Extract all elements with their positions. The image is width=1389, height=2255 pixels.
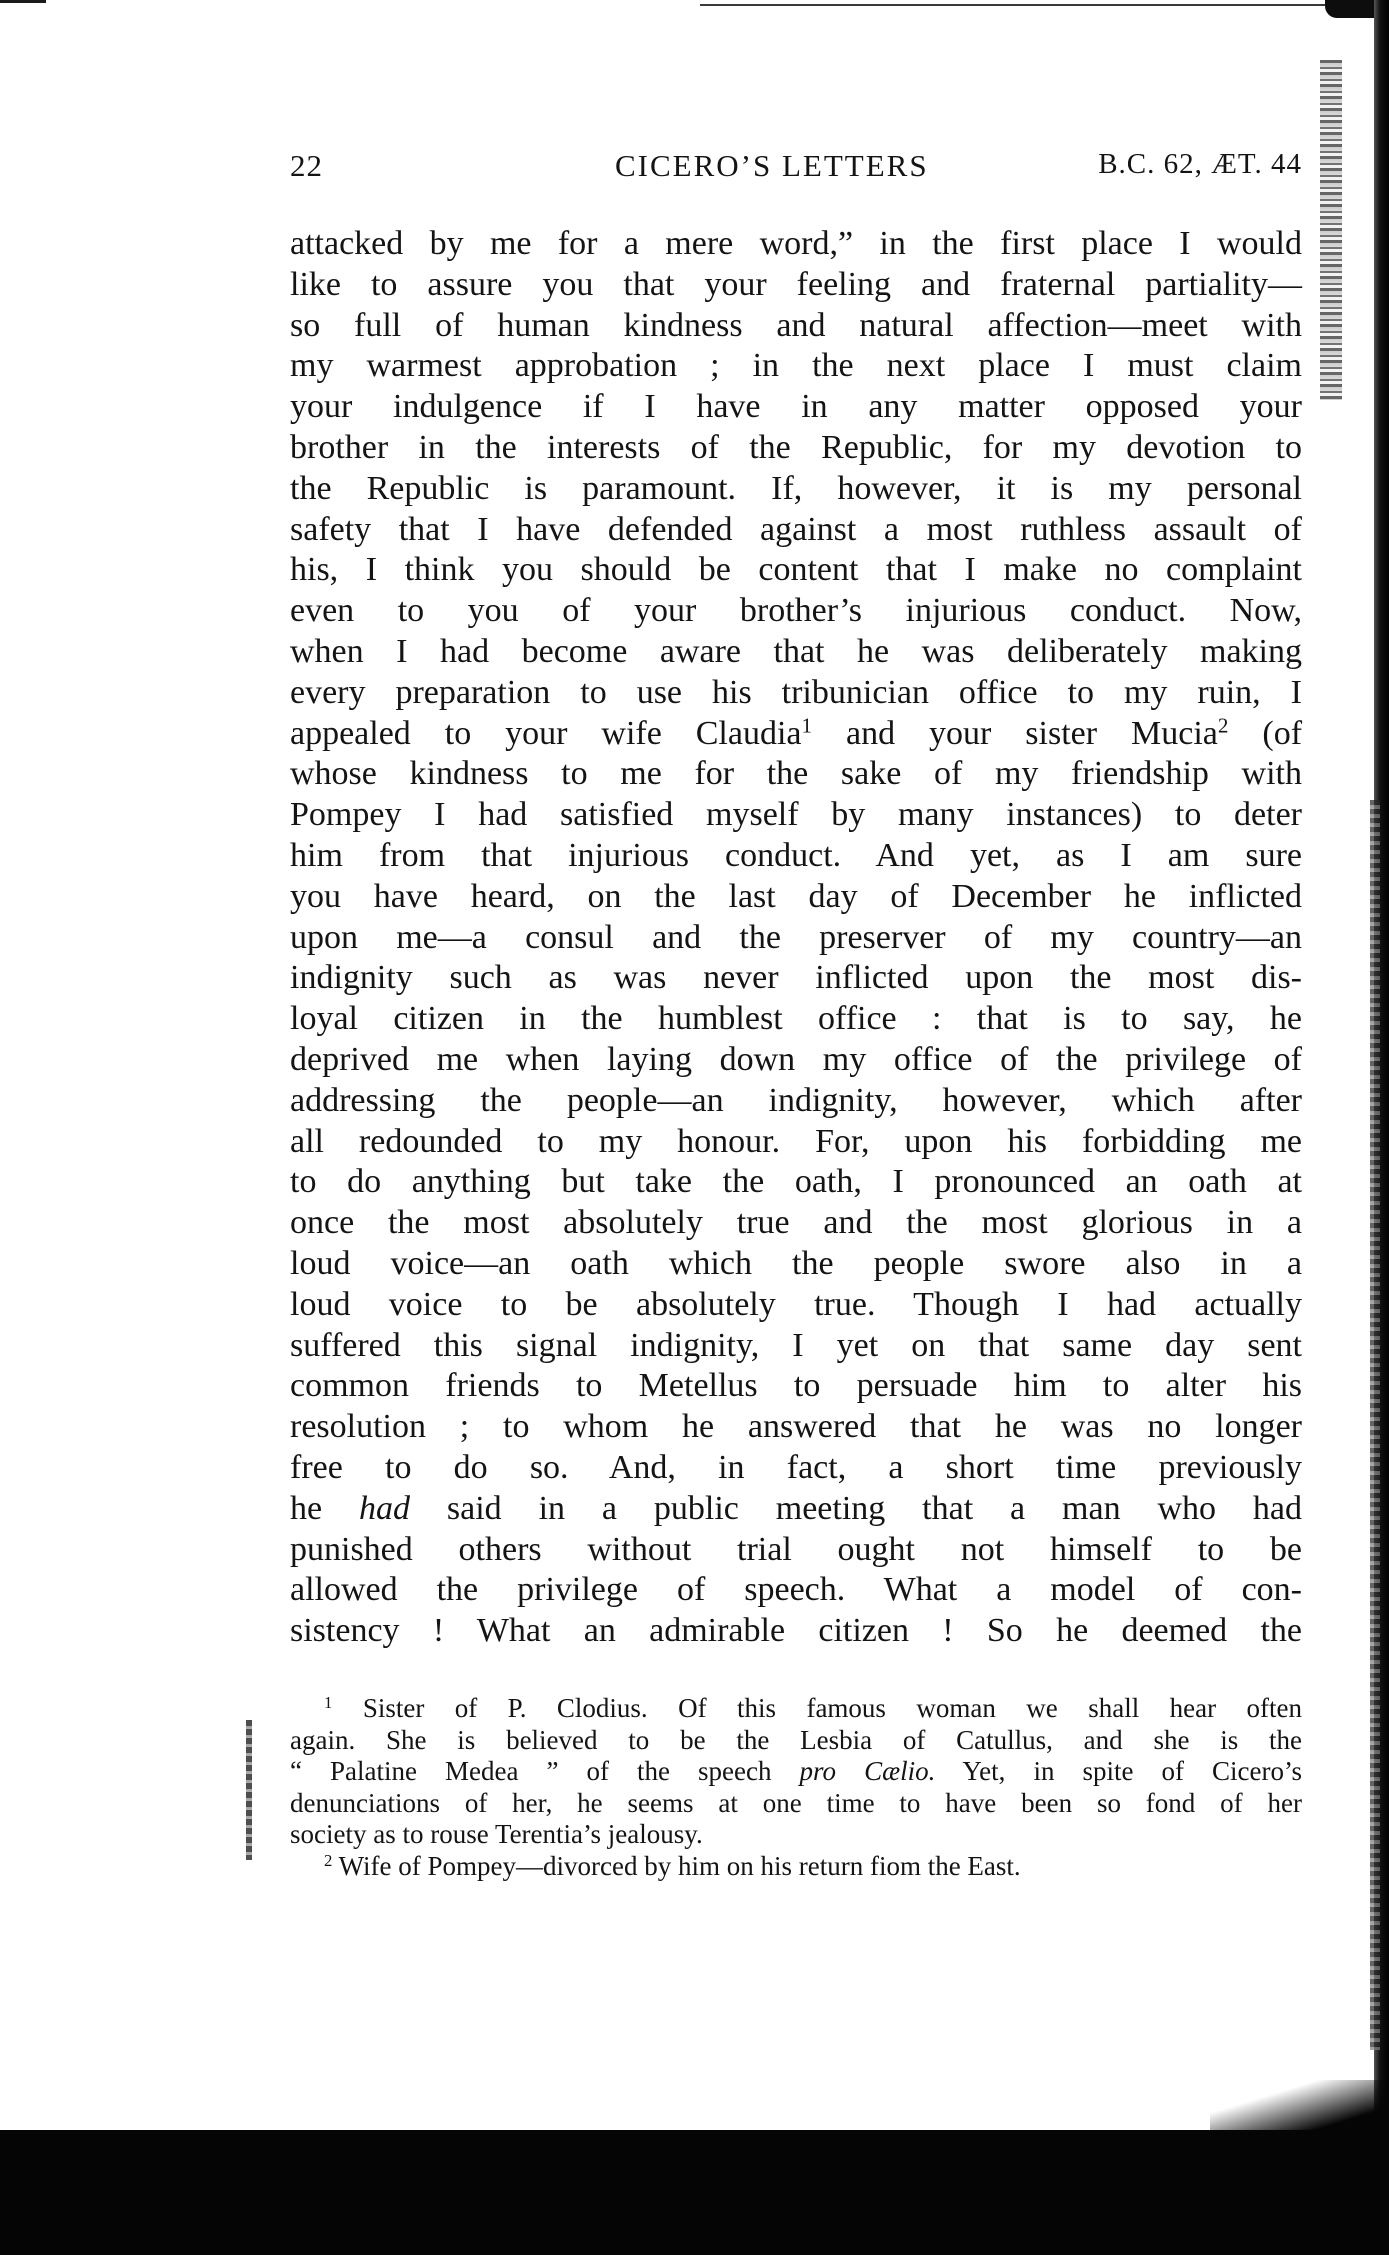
body-line: even to you of your brother’s injurious conduct. Now, <box>290 592 1302 630</box>
footnote-text: Sister of P. Clodius. Of this famous woman we shall hear often <box>362 1693 1302 1723</box>
body-line: all redounded to my honour. For, upon his forbidding me <box>290 1122 1302 1160</box>
body-line: suffered this signal indignity, I yet on that same day sent <box>290 1326 1302 1364</box>
body-line: upon me—a consul and the preserver of my country—an <box>290 918 1302 956</box>
footnote-text: “ Palatine Medea ” of the speech <box>290 1756 772 1786</box>
binding-marks <box>1320 60 1342 400</box>
running-title: CICERO’S LETTERS <box>615 148 929 183</box>
body-line: the Republic is paramount. If, however, it is my personal <box>290 469 1302 507</box>
body-text-segment: said in a public meeting that a man who had <box>446 1489 1303 1527</box>
binding-marks-lower <box>1370 800 1380 2050</box>
body-line: sistency ! What an admirable citizen ! So he deemed the <box>290 1612 1302 1650</box>
body-line: common friends to Metellus to persuade him to alter his <box>290 1367 1302 1405</box>
scan-top-rule <box>700 4 1340 6</box>
footnote-italic: pro Cælio. <box>799 1756 936 1786</box>
body-line: deprived me when laying down my office of the privilege of <box>290 1040 1302 1078</box>
body-line-with-italic <box>290 1489 1302 1530</box>
footnote-1-line: society as to rouse Terentia’s jealousy. <box>290 1819 703 1849</box>
body-line: my warmest approbation ; in the next place I must claim <box>290 347 1302 385</box>
body-text-segment: (of <box>1262 714 1303 752</box>
body-line: so full of human kindness and natural affection—meet with <box>290 306 1302 344</box>
body-text-segment: and your sister Mucia <box>846 714 1218 752</box>
margin-marks <box>246 1720 252 1860</box>
footnote-2-line <box>290 1851 1302 1883</box>
body-line: his, I think you should be content that I make no complaint <box>290 551 1302 589</box>
date-reference: B.C. 62, ÆT. 44 <box>1098 148 1302 180</box>
body-line: safety that I have defended against a most ruthless assault of <box>290 510 1302 548</box>
italic-word: had <box>359 1489 410 1527</box>
scan-shadow <box>1210 2080 1389 2135</box>
body-line: allowed the privilege of speech. What a model of con- <box>290 1571 1302 1609</box>
footnote-1-line: again. She is believed to be the Lesbia of Catullus, and she is the <box>290 1724 1302 1755</box>
body-line: loud voice to be absolutely true. Though I had actually <box>290 1285 1302 1323</box>
body-line: attacked by me for a mere word,” in the first place I would <box>290 225 1302 262</box>
letter-body <box>290 224 1302 1652</box>
footnote-1-line <box>290 1693 1302 1725</box>
body-line-with-notes <box>290 714 1302 755</box>
footnote-ref: 1 <box>801 712 813 737</box>
body-line: loyal citizen in the humblest office : that is to say, he <box>290 1000 1302 1038</box>
body-line: when I had become aware that he was deliberately making <box>290 632 1302 670</box>
body-line: whose kindness to me for the sake of my friendship with <box>290 755 1302 793</box>
scan-edge-mark <box>0 0 46 3</box>
footnote-mark: 2 <box>324 1850 333 1870</box>
body-line: your indulgence if I have in any matter opposed your <box>290 388 1302 426</box>
footnote-text: Wife of Pompey—divorced by him on his return fiom the East. <box>338 1850 1021 1881</box>
body-line: addressing the people—an indignity, however, which after <box>290 1081 1302 1119</box>
body-line: resolution ; to whom he answered that he was no longer <box>290 1408 1302 1446</box>
body-line: you have heard, on the last day of December he inflicted <box>290 877 1302 915</box>
body-line: brother in the interests of the Republic, for my devotion to <box>290 428 1302 466</box>
footnote-1-line <box>290 1756 1302 1788</box>
body-line: punished others without trial ought not himself to be <box>290 1530 1302 1568</box>
body-text-segment: he <box>290 1489 323 1527</box>
footnote-mark: 1 <box>324 1692 333 1712</box>
body-line: every preparation to use his tribunician office to my ruin, I <box>290 673 1302 711</box>
body-line: once the most absolutely true and the most glorious in a <box>290 1204 1302 1242</box>
body-line: indignity such as was never inflicted upon the most dis- <box>290 959 1302 997</box>
scan-bottom-border <box>0 2130 1389 2255</box>
footnote-1-line: denunciations of her, he seems at one time to have been so fond of her <box>290 1787 1302 1818</box>
body-line: free to do so. And, in fact, a short time previously <box>290 1448 1302 1486</box>
running-head <box>290 148 1302 194</box>
page-number: 22 <box>290 148 323 183</box>
body-line: loud voice—an oath which the people swore also in a <box>290 1244 1302 1282</box>
footnote-ref: 2 <box>1217 712 1229 737</box>
body-line: to do anything but take the oath, I pronounced an oath at <box>290 1163 1302 1201</box>
footnote-text: Yet, in spite of Cicero’s <box>962 1756 1303 1786</box>
body-text-segment: appealed to your wife Claudia <box>290 714 802 752</box>
body-line: like to assure you that your feeling and fraternal partiality— <box>290 265 1302 303</box>
body-line: him from that injurious conduct. And yet, as I am sure <box>290 836 1302 874</box>
body-line: Pompey I had satisfied myself by many instances) to deter <box>290 796 1302 834</box>
footnotes <box>290 1693 1302 1882</box>
